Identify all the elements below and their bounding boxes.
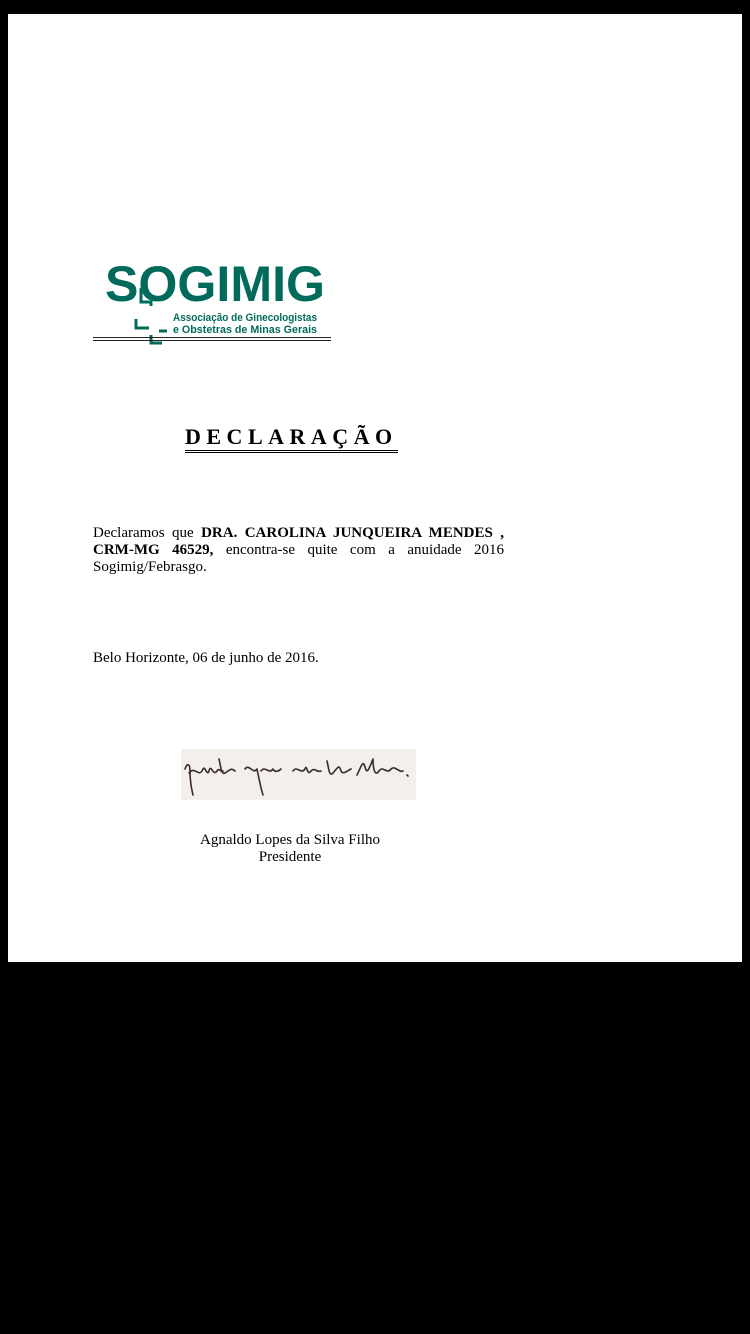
logo-subtitle-line2: e Obstetras de Minas Gerais — [173, 324, 317, 336]
sogimig-logo — [93, 226, 333, 346]
crm-number: CRM-MG 46529, — [93, 542, 214, 558]
date-line: Belo Horizonte, 06 de junho de 2016. — [93, 650, 319, 666]
document-page — [8, 14, 742, 962]
doctor-name: DRA. CAROLINA JUNQUEIRA MENDES , — [201, 525, 504, 541]
body-intro: Declaramos que — [93, 525, 202, 541]
declaration-body — [93, 525, 504, 576]
signature-image — [181, 749, 416, 800]
body-rest: encontra-se quite com a anuidade 2016 Sogimig/Febrasgo. — [93, 542, 504, 575]
logo-name: SOGIMIG — [105, 256, 325, 312]
handwritten-signature-icon — [181, 749, 416, 800]
signer-role: Presidente — [258, 849, 322, 865]
signer-block — [180, 832, 400, 866]
logo-subtitle-line1: Associação de Ginecologistas — [173, 312, 317, 324]
logo-underline-divider — [93, 337, 331, 341]
signer-name: Agnaldo Lopes da Silva Filho — [200, 832, 380, 848]
document-title: DECLARAÇÃO — [185, 424, 398, 453]
